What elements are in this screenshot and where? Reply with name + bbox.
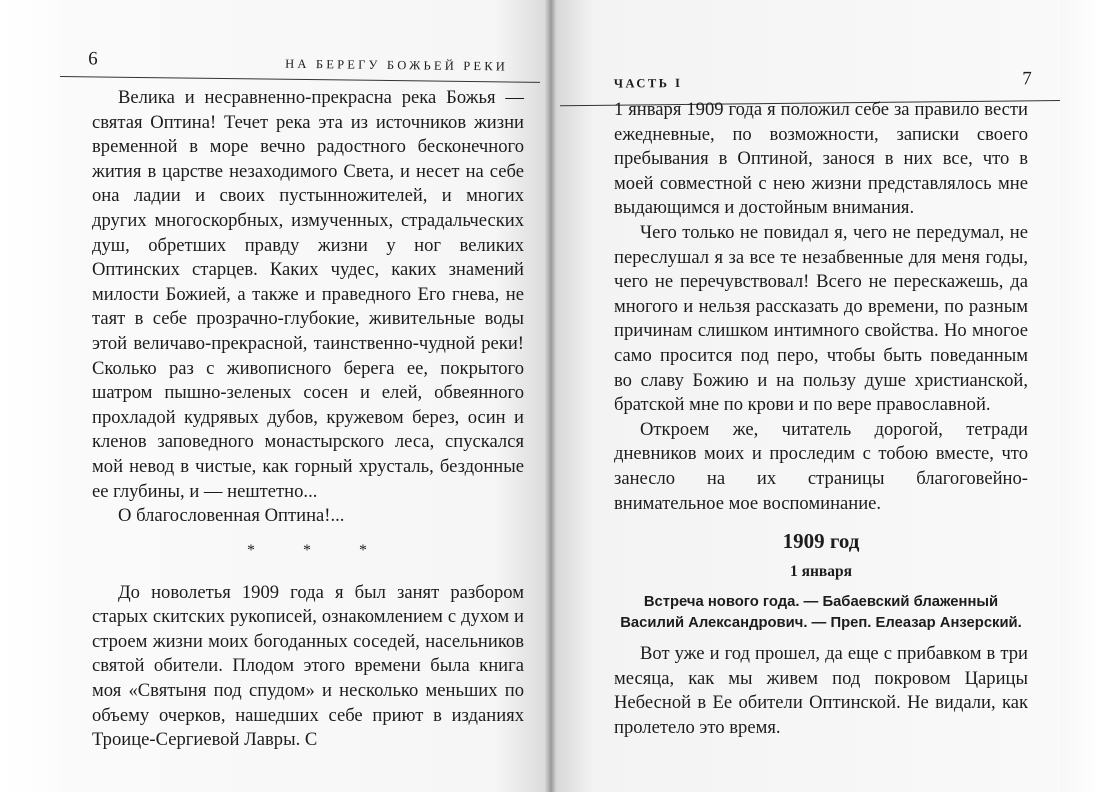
section-separator: * * *	[247, 541, 389, 559]
right-running-title: ЧАСТЬ I	[613, 75, 683, 91]
right-page	[560, 0, 1060, 792]
left-page-number: 6	[88, 48, 98, 70]
right-page-number: 7	[1022, 68, 1032, 90]
paragraph: 1 января 1909 года я положил себе за правило вести ежедневные, по возможности, записки своего пребывания в Оптиной, занося в них все, что в моей совместной с нею жизни представлялось мне выдающимся и достойным внимания.	[614, 99, 1028, 219]
left-page-body	[92, 86, 524, 753]
paragraph: Откроем же, читатель дорогой, тетради дневников моих и проследим с тобою вместе, что занесло на их страницы благоговейно-внимательное мое воспоминание.	[614, 418, 1028, 514]
left-running-head	[60, 46, 540, 83]
left-running-title: НА БЕРЕГУ БОЖЬЕЙ РЕКИ	[285, 56, 509, 74]
page-edge	[1060, 0, 1100, 792]
right-page-body	[614, 98, 1028, 741]
right-running-head	[560, 44, 1060, 106]
paragraph: Вот уже и год прошел, да еще с прибавком в три месяца, как мы живем под покровом Царицы Небесной в Ее обители Оптинской. Не видали, как пролетело это время.	[614, 643, 1028, 739]
paragraph: Чего только не повидал я, чего не передумал, не переслушал я за все те незабвенные для меня годы, чего не перечувствовал! Всего не перескажешь, да многого и нельзя рассказать до времени, по разным причинам слишком интимного свойства. Но многое само просится под перо, чтобы быть поведанным во славу Божию и на пользу душе христианской, братской мне по крови и по вере православной.	[614, 221, 1028, 416]
paragraph: До новолетья 1909 года я был занят разбором старых скитских рукописей, ознакомлением с духом и строем жизни моих богоданных соседей, насельников святой обители. Плодом этого времени была книга моя «Святыня под спудом» и несколько меньших по объему очерков, нашедших себе приют в изданиях Троице-Сергиевой Лавры. С	[92, 581, 524, 751]
year-heading: 1909 год	[782, 529, 860, 554]
paragraph: О благословенная Оптина!...	[118, 505, 345, 527]
page-edge	[0, 0, 60, 792]
paragraph: Велика и несравненно-прекрасна река Божья — святая Оптина! Течет река эта из источников жизни временной в море вечно радостного бесконечного жития в царстве незаходимого Света, и несет на себе она ладии и своих пустынножителей, и многих других многоскорбных, измученных, страдальческих душ, обретших правду жизни у ног великих Оптинских старцев. Каких чудес, каких знамений милости Божией, а также и праведного Его гнева, не таят в себе прозрачно-глубокие, живительные воды этой величаво-прекрасной, таинственно-чудной реки! Сколько раз с живописного берега ее, покрытого шатром пышно-зеленых сосен и елей, обвеянного прохладой кудрявых дубов, кружевом берез, осин и кленов заповедного монастырского леса, спускался мой невод в чистые, как горный хрусталь, бездонные ее глубины, и — нештетно...	[92, 87, 524, 502]
left-page	[60, 0, 540, 792]
date-heading: 1 января	[789, 562, 853, 580]
entry-summary: Встреча нового года. — Бабаевский блаженный Василий Александрович. — Преп. Елеазар Анзерский.	[620, 594, 1022, 632]
